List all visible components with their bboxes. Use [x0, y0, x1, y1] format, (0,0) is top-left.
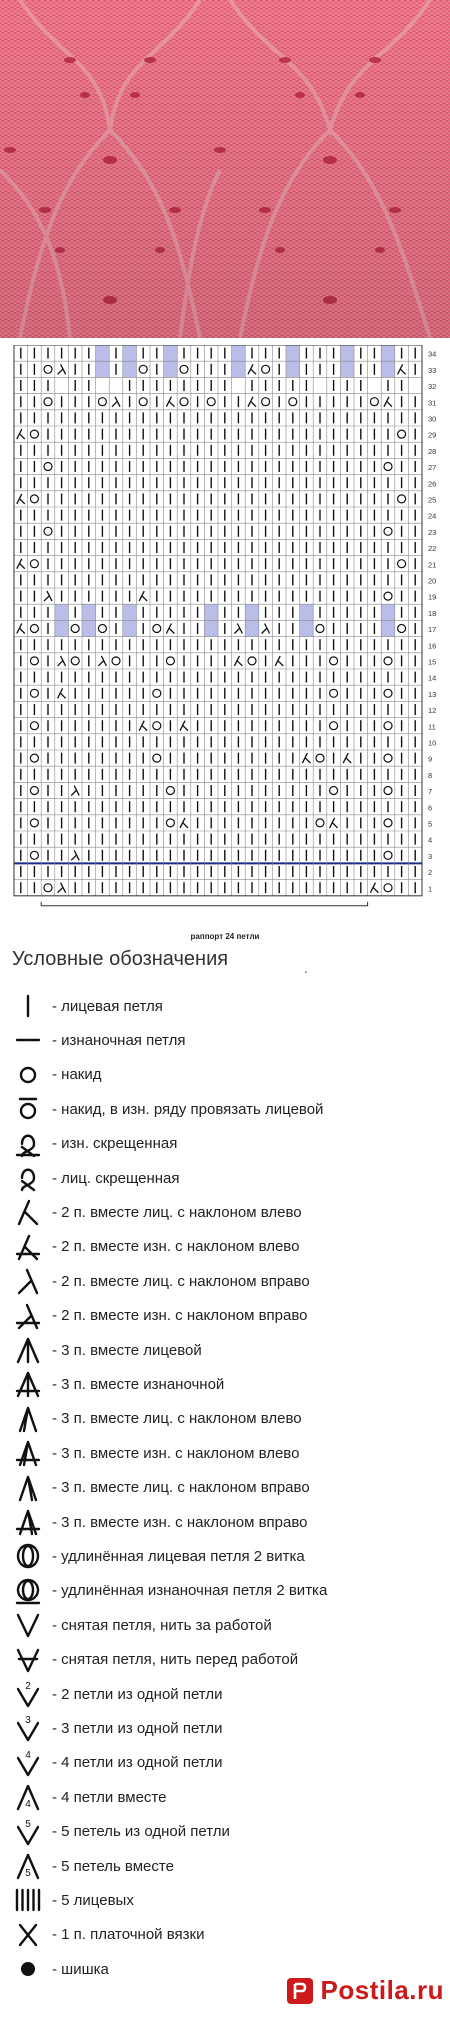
yarn-over-symbol [30, 495, 38, 503]
legend-item [0, 1472, 450, 1504]
yarn-over-symbol [330, 787, 338, 795]
yarn-over-symbol [30, 560, 38, 568]
yarn-over-symbol [248, 657, 256, 665]
no-stitch-cell [55, 620, 69, 636]
decrease-left-symbol [370, 883, 378, 893]
row-number: 31 [428, 398, 437, 408]
slip-wyib-icon [8, 1609, 48, 1641]
decrease-right-symbol [58, 364, 66, 374]
row-number: 23 [428, 527, 437, 537]
svg-text:5: 5 [25, 1868, 31, 1879]
legend-item-label: - 2 п. вместе изн. с наклоном вправо [52, 1307, 308, 1325]
row-number: 11 [428, 722, 436, 732]
svg-text:3: 3 [25, 1715, 31, 1727]
decrease-left-symbol [180, 721, 188, 731]
row-number: 4 [428, 835, 433, 845]
decrease-left-symbol [330, 818, 338, 828]
dec-5-icon [8, 1850, 48, 1882]
decrease-right-symbol [44, 591, 52, 601]
repeat-caption: раппорт 24 петли [190, 932, 260, 941]
yarn-over-symbol [384, 754, 392, 762]
legend-item-label: - 3 петли из одной петли [52, 1719, 223, 1737]
legend-item-label: - удлинённая изнаночная петля 2 витка [52, 1582, 328, 1600]
no-stitch-cell [340, 345, 354, 361]
yarn-over-symbol [30, 754, 38, 762]
knit-lace-pattern [0, 0, 450, 338]
legend-item [0, 1265, 450, 1297]
watermark-text: Postila.ru [320, 1975, 444, 2005]
yarn-over-symbol [384, 689, 392, 697]
legend-item-label: - 4 петли вместе [52, 1788, 167, 1806]
row-number: 30 [428, 414, 437, 424]
yarn-over-symbol [398, 625, 406, 633]
row-number: 5 [428, 819, 433, 829]
legend-item-label: - 5 лицевых [52, 1891, 134, 1909]
p2tog-left-icon [8, 1231, 48, 1263]
decrease-left-symbol [17, 429, 25, 439]
yarn-over-symbol [316, 625, 324, 633]
decrease-left-symbol [275, 656, 283, 666]
yarn-over-symbol [370, 398, 378, 406]
decrease-left-symbol [166, 624, 174, 634]
yarn-over-symbol [398, 430, 406, 438]
yarn-over-symbol [30, 722, 38, 730]
no-stitch-cell [232, 361, 246, 377]
decrease-left-symbol [248, 364, 256, 374]
no-stitch-cell [204, 604, 218, 620]
yarn-over-symbol [398, 560, 406, 568]
legend-item-label: - лиц. скрещенная [52, 1169, 180, 1187]
row-number: 24 [428, 511, 437, 521]
decrease-left-symbol [302, 753, 310, 763]
no-stitch-cell [340, 361, 354, 377]
no-stitch-cell [82, 604, 96, 620]
dec-4-icon [8, 1781, 48, 1813]
increase-3-icon [8, 1712, 48, 1744]
yarn-over-symbol [330, 657, 338, 665]
yarn-over-symbol [71, 657, 79, 665]
legend-item [0, 1437, 450, 1469]
repeat-bracket [41, 902, 367, 906]
legend-item-label: - 2 п. вместе изн. с наклоном влево [52, 1238, 300, 1256]
yarn-over-symbol [384, 787, 392, 795]
decrease-right-symbol [112, 397, 120, 407]
no-stitch-cell [245, 620, 259, 636]
row-number: 20 [428, 576, 437, 586]
row-number: 2 [428, 868, 433, 878]
increase-5-icon [8, 1816, 48, 1848]
yarn-over-symbol [139, 365, 147, 373]
legend-item-label: - 5 петель вместе [52, 1857, 174, 1875]
knit-stitch-icon [8, 990, 48, 1022]
decrease-right-symbol [262, 624, 270, 634]
row-number: 29 [428, 430, 437, 440]
legend-item-label: - 4 петли из одной петли [52, 1754, 223, 1772]
yarn-over-symbol [166, 819, 174, 827]
legend-item [0, 1059, 450, 1091]
no-stitch-cell [123, 361, 137, 377]
slip-wyif-icon [8, 1644, 48, 1676]
legend-item-label: - 2 петли из одной петли [52, 1685, 223, 1703]
legend-item [0, 1506, 450, 1538]
increase-4-icon [8, 1747, 48, 1779]
legend-item [0, 1712, 450, 1744]
row-number: 28 [428, 446, 437, 456]
legend-item [0, 1334, 450, 1366]
k3tog-icon [8, 1334, 48, 1366]
legend-item-label: - 3 п. вместе изн. с наклоном вправо [52, 1513, 308, 1531]
no-stitch-cell [245, 604, 259, 620]
legend-item [0, 1884, 450, 1916]
decrease-left-symbol [17, 494, 25, 504]
decrease-left-symbol [17, 559, 25, 569]
no-stitch-cell [381, 620, 395, 636]
yarn-over-symbol [30, 851, 38, 859]
watermark [285, 1975, 444, 2006]
p3tog-left-icon [8, 1437, 48, 1469]
legend-item [0, 1403, 450, 1435]
legend-item-label: - изн. скрещенная [52, 1135, 178, 1153]
legend-item-label: - шишка [52, 1960, 109, 1978]
row-number: 19 [428, 592, 437, 602]
legend-item [0, 1781, 450, 1813]
yarn-over-symbol [153, 754, 161, 762]
row-number: 32 [428, 382, 437, 392]
yarn-over-symbol [71, 625, 79, 633]
row-number: 14 [428, 673, 437, 683]
no-stitch-cell [286, 345, 300, 361]
legend-item [0, 1368, 450, 1400]
no-stitch-cell [381, 345, 395, 361]
yarn-over-symbol [384, 851, 392, 859]
knit-twisted-icon [8, 1162, 48, 1194]
yarn-over-symbol [153, 722, 161, 730]
k2tog-left-icon [8, 1196, 48, 1228]
no-stitch-cell [204, 620, 218, 636]
decrease-left-symbol [166, 397, 174, 407]
yarn-over-symbol [384, 463, 392, 471]
five-knits-icon [8, 1884, 48, 1916]
legend-item-label: - снятая петля, нить за работой [52, 1616, 272, 1634]
row-number: 7 [428, 787, 433, 797]
yarn-over-icon [8, 1059, 48, 1091]
garter-stitch-icon [8, 1919, 48, 1951]
row-number: 15 [428, 657, 437, 667]
legend-item-label: - 3 п. вместе изнаночной [52, 1375, 225, 1393]
legend-item [0, 1644, 450, 1676]
yarn-over-knit-on-wrong-side-icon [8, 1093, 48, 1125]
yarn-over-symbol [44, 527, 52, 535]
no-stitch-cell [232, 345, 246, 361]
legend-item [0, 1575, 450, 1607]
legend-item [0, 1747, 450, 1779]
decrease-right-symbol [58, 656, 66, 666]
elongated-purl-icon [8, 1575, 48, 1607]
row-number: 33 [428, 365, 437, 375]
legend-item [0, 1093, 450, 1125]
legend-item [0, 1540, 450, 1572]
yarn-over-symbol [330, 689, 338, 697]
legend-item-label: - накид, в изн. ряду провязать лицевой [52, 1100, 324, 1118]
yarn-over-symbol [30, 430, 38, 438]
yarn-over-symbol [330, 722, 338, 730]
legend-item [0, 1128, 450, 1160]
no-stitch-cell [286, 361, 300, 377]
yarn-over-symbol [384, 527, 392, 535]
purl-stitch-icon [8, 1024, 48, 1056]
row-number: 22 [428, 544, 437, 554]
yarn-over-symbol [44, 398, 52, 406]
svg-text:5: 5 [25, 1818, 31, 1830]
decrease-left-symbol [398, 364, 406, 374]
decrease-left-symbol [17, 624, 25, 634]
no-stitch-cell [164, 345, 178, 361]
yarn-over-symbol [112, 657, 120, 665]
row-number: 9 [428, 754, 433, 764]
no-stitch-cell [96, 361, 110, 377]
row-number: 17 [428, 625, 437, 635]
postila-logo-icon [285, 1976, 315, 2006]
row-number: 25 [428, 495, 437, 505]
yarn-over-symbol [30, 657, 38, 665]
yarn-over-symbol [166, 657, 174, 665]
row-number: 27 [428, 463, 437, 473]
yarn-over-symbol [30, 819, 38, 827]
yarn-over-symbol [384, 592, 392, 600]
row-number: 1 [428, 884, 433, 894]
yarn-over-symbol [262, 365, 270, 373]
decrease-left-symbol [139, 591, 147, 601]
legend-item-label: - 2 п. вместе лиц. с наклоном влево [52, 1203, 302, 1221]
purl-twisted-icon [8, 1128, 48, 1160]
legend-item [0, 1850, 450, 1882]
yarn-over-symbol [44, 884, 52, 892]
legend-item [0, 1162, 450, 1194]
yarn-over-symbol [44, 463, 52, 471]
row-number: 18 [428, 608, 437, 618]
yarn-over-symbol [384, 819, 392, 827]
row-number: 8 [428, 770, 433, 780]
yarn-over-symbol [262, 398, 270, 406]
legend-item [0, 1196, 450, 1228]
legend-item-label: - 3 п. вместе изн. с наклоном влево [52, 1444, 300, 1462]
legend-item-label: - 3 п. вместе лицевой [52, 1341, 202, 1359]
legend-item-label: - удлинённая лицевая петля 2 витка [52, 1547, 305, 1565]
legend-item-label: - 2 п. вместе лиц. с наклоном вправо [52, 1272, 310, 1290]
legend-title-dot: . [304, 960, 308, 976]
yarn-over-symbol [139, 398, 147, 406]
decrease-right-symbol [58, 883, 66, 893]
knitted-sample-photo [0, 0, 450, 338]
svg-text:2: 2 [25, 1681, 31, 1692]
chart-grid [0, 345, 450, 930]
legend-item-label: - изнаночная петля [52, 1031, 186, 1049]
no-stitch-cell [381, 361, 395, 377]
decrease-left-symbol [58, 688, 66, 698]
no-stitch-cell [300, 620, 314, 636]
no-stitch-cell [300, 604, 314, 620]
legend-item-label: - накид [52, 1066, 102, 1084]
row-number: 26 [428, 479, 437, 489]
decrease-left-symbol [180, 818, 188, 828]
legend-item-label: - 1 п. платочной вязки [52, 1926, 205, 1944]
yarn-over-symbol [384, 657, 392, 665]
p2tog-right-icon [8, 1300, 48, 1332]
yarn-over-symbol [153, 689, 161, 697]
row-number: 16 [428, 641, 437, 651]
yarn-over-symbol [180, 365, 188, 373]
no-stitch-cell [123, 345, 137, 361]
yarn-over-symbol [384, 722, 392, 730]
decrease-left-symbol [384, 397, 392, 407]
yarn-over-symbol [30, 787, 38, 795]
legend-item-label: - 3 п. вместе лиц. с наклоном влево [52, 1410, 302, 1428]
row-number: 3 [428, 851, 433, 861]
row-number: 34 [428, 349, 437, 359]
row-number: 10 [428, 738, 437, 748]
row-number: 12 [428, 706, 437, 716]
legend-item [0, 1609, 450, 1641]
no-stitch-cell [123, 604, 137, 620]
p3tog-right-icon [8, 1506, 48, 1538]
p3tog-icon [8, 1368, 48, 1400]
yarn-over-symbol [30, 625, 38, 633]
yarn-over-symbol [98, 398, 106, 406]
yarn-over-symbol [30, 689, 38, 697]
legend-item-label: - лицевая петля [52, 997, 163, 1015]
row-number: 13 [428, 689, 437, 699]
row-number: 6 [428, 803, 433, 813]
yarn-over-symbol [180, 398, 188, 406]
legend-item [0, 1231, 450, 1263]
yarn-over-symbol [153, 625, 161, 633]
legend-item-label: - 3 п. вместе лиц. с наклоном вправо [52, 1479, 310, 1497]
legend-item [0, 990, 450, 1022]
legend-item [0, 1678, 450, 1710]
yarn-over-symbol [166, 787, 174, 795]
no-stitch-cell [164, 361, 178, 377]
increase-2-icon [8, 1678, 48, 1710]
decrease-right-symbol [71, 786, 79, 796]
no-stitch-cell [96, 345, 110, 361]
yarn-over-symbol [289, 398, 297, 406]
legend-item [0, 1024, 450, 1056]
no-stitch-cell [82, 620, 96, 636]
decrease-left-symbol [234, 656, 242, 666]
legend-item [0, 1919, 450, 1951]
decrease-right-symbol [234, 624, 242, 634]
k2tog-right-icon [8, 1265, 48, 1297]
yarn-over-symbol [398, 495, 406, 503]
yarn-over-symbol [98, 625, 106, 633]
yarn-over-symbol [44, 365, 52, 373]
svg-text:4: 4 [25, 1749, 31, 1761]
decrease-left-symbol [343, 753, 351, 763]
bobble-icon [8, 1953, 48, 1985]
decrease-right-symbol [71, 850, 79, 860]
decrease-left-symbol [248, 397, 256, 407]
svg-text:4: 4 [25, 1799, 31, 1811]
no-stitch-cell [381, 604, 395, 620]
elongated-knit-icon [8, 1540, 48, 1572]
decrease-right-symbol [98, 656, 106, 666]
no-stitch-cell [123, 620, 137, 636]
legend-item [0, 1300, 450, 1332]
k3tog-left-icon [8, 1403, 48, 1435]
yarn-over-symbol [316, 754, 324, 762]
yarn-over-symbol [207, 398, 215, 406]
k3tog-right-icon [8, 1472, 48, 1504]
row-number: 21 [428, 560, 437, 570]
no-stitch-cell [55, 604, 69, 620]
yarn-over-symbol [316, 819, 324, 827]
legend-title: Условные обозначения [12, 948, 229, 970]
knitting-chart [0, 345, 450, 930]
decrease-left-symbol [139, 721, 147, 731]
yarn-over-symbol [384, 884, 392, 892]
legend-item-label: - 5 петель из одной петли [52, 1823, 230, 1841]
legend-item-label: - снятая петля, нить перед работой [52, 1651, 299, 1669]
legend-item [0, 1816, 450, 1848]
